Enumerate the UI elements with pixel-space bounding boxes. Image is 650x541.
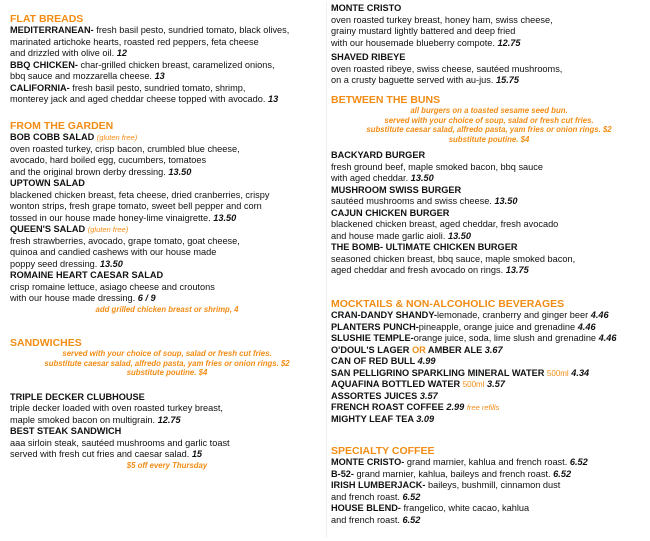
item-name: CAN OF RED BULL [331, 356, 416, 366]
menu-item [10, 132, 324, 178]
item-description: aged cheddar and fresh avocado on rings. [331, 265, 504, 275]
item-price: 13.50 [168, 166, 192, 177]
item-name: ROMAINE HEART CAESAR SALAD [10, 270, 164, 280]
item-description: grand marnier, kahlua and french roast. [404, 457, 568, 467]
beverage-item [331, 345, 647, 357]
size-label: 500ml [462, 380, 485, 389]
item-description: baileys, bushmill, cinnamon dust [425, 480, 561, 490]
item-description: crisp romaine lettuce, asiago cheese and croutons [10, 281, 215, 292]
item-name: PLANTERS PUNCH- [331, 321, 419, 332]
item-name: BEST STEAK SANDWICH [10, 426, 122, 436]
section-heading: FROM THE GARDEN [10, 120, 114, 132]
item-name: B-52- [331, 468, 354, 479]
item-price: 6.52 [402, 491, 421, 502]
item-price: 13 [154, 71, 165, 81]
item-description: triple decker loaded with oven roasted turkey breast, [10, 403, 223, 413]
item-price: 13.50 [494, 196, 518, 206]
section-heading: SANDWICHES [10, 337, 82, 349]
beverage-item [331, 322, 647, 334]
item-name: BBQ CHICKEN- [10, 59, 78, 70]
item-price: 13.50 [213, 212, 237, 223]
menu-item [10, 60, 324, 83]
item-price: 6 / 9 [137, 293, 156, 303]
item-description: fresh strawberries, avocado, grape tomato, goat cheese, [10, 235, 240, 246]
item-description: and the original brown derby dressing. [10, 166, 166, 177]
item-name: IRISH LUMBERJACK- [331, 480, 426, 490]
beverage-item [331, 391, 647, 403]
item-description: oven roasted turkey breast, honey ham, swiss cheese, [331, 14, 553, 25]
item-description: marinated artichoke hearts, roasted red peppers, feta cheese [10, 36, 259, 47]
item-description: monterey jack and aged cheddar cheese topped with avocado. [10, 94, 266, 104]
item-name: THE BOMB- ULTIMATE CHICKEN BURGER [331, 242, 518, 252]
gluten-free-tag: (gluten free) [96, 133, 138, 142]
free-refills-tag: free refills [466, 403, 500, 412]
item-price: 13.50 [410, 173, 434, 183]
flat-breads-section [10, 13, 324, 106]
section-note: substitute caesar salad, alfredo pasta, yam fries or onion rings. $2 [366, 125, 612, 134]
item-name: TRIPLE DECKER CLUBHOUSE [10, 391, 145, 402]
item-price: 3.57 [487, 379, 505, 389]
item-price: 4.46 [577, 321, 596, 332]
section-heading: SPECIALTY COFFEE [331, 445, 435, 457]
item-description: with our house made dressing. [10, 293, 136, 303]
item-description: with aged cheddar. [331, 173, 409, 183]
sandwiches-section [10, 337, 324, 470]
item-price: 12 [116, 48, 127, 58]
item-price: 4.46 [598, 333, 617, 343]
menu-item [331, 208, 647, 243]
item-description: grand marnier, kahlua, baileys and french roast. [353, 468, 551, 479]
item-description: fresh basil pesto, sundried tomato, shrimp, [69, 82, 246, 93]
section-heading: BETWEEN THE BUNS [331, 94, 441, 106]
item-description: on a crusty baguette served with au-jus. [331, 75, 494, 85]
item-description: fresh basil pesto, sundried tomato, black olives, [93, 25, 290, 35]
item-name: CALIFORNIA- [10, 82, 70, 93]
monte-cristo-item [331, 3, 647, 49]
item-description: frangelico, white cacao, kahlua [400, 503, 530, 513]
between-the-buns-section [331, 94, 647, 277]
item-price: 4.34 [571, 367, 590, 378]
mocktails-section [331, 298, 647, 425]
item-description: aaa sirloin steak, sautéed mushrooms and garlic toast [10, 437, 230, 448]
menu-item [10, 83, 324, 106]
coffee-item [331, 503, 647, 515]
menu-item [331, 242, 647, 277]
item-description: bbq sauce and mozzarella cheese. [10, 71, 152, 81]
item-name: QUEEN'S SALAD [10, 224, 86, 234]
item-name: CAJUN CHICKEN BURGER [331, 207, 450, 218]
coffee-item [331, 457, 647, 469]
item-description: blackened chicken breast, feta cheese, dried cranberries, crispy [10, 189, 270, 200]
section-heading: MOCKTAILS & NON-ALCOHOLIC BEVERAGES [331, 298, 565, 310]
menu-item [10, 392, 324, 427]
item-description: oven roasted turkey, crisp bacon, crumbled blue cheese, [10, 143, 240, 154]
item-price: 12.75 [497, 37, 521, 48]
item-price: 13.50 [99, 258, 123, 269]
item-description: pineapple, orange juice and grenadine [418, 321, 576, 332]
beverage-item [331, 368, 647, 380]
item-price: 6.52 [553, 468, 572, 479]
shaved-ribeye-item [331, 52, 647, 87]
item-name: FRENCH ROAST COFFEE [331, 402, 444, 412]
item-description: served with fresh cut fries and caesar salad. [10, 449, 190, 459]
item-name: BACKYARD BURGER [331, 150, 426, 160]
item-description: quinoa and candied cashews with our house made [10, 247, 217, 257]
item-name: MEDITERRANEAN- [10, 25, 94, 35]
beverage-item [331, 414, 647, 426]
item-price: 3.57 [419, 390, 438, 401]
item-name: MONTE CRISTO- [331, 457, 405, 467]
item-price: 13.50 [447, 230, 471, 241]
thursday-special-note: $5 off every Thursday [126, 460, 208, 470]
item-price: 2.99 [446, 402, 465, 412]
item-description: avocado, hard boiled egg, cucumbers, tomatoes [10, 155, 207, 165]
menu-item [10, 178, 324, 224]
beverage-item [331, 333, 647, 345]
column-divider [326, 2, 327, 538]
section-heading: FLAT BREADS [10, 13, 84, 25]
menu-item [331, 150, 647, 185]
item-description: and french roast. [331, 491, 400, 502]
section-note: served with your choice of soup, salad or fresh cut fries. [384, 115, 594, 125]
beverage-item [331, 379, 647, 391]
item-price: 15 [191, 449, 203, 459]
item-price: 6.52 [569, 457, 588, 467]
item-description: grainy mustard lightly battered and deep fried [331, 26, 516, 36]
item-description: wonton strips, fresh grape tomato, sweet bell pepper and corn [10, 201, 262, 211]
item-name: O'DOUL'S LAGER [331, 344, 412, 355]
item-name: MONTE CRISTO [331, 3, 402, 13]
item-description: maple smoked bacon on multigrain. [10, 414, 156, 425]
garden-section [10, 120, 324, 314]
item-name: UPTOWN SALAD [10, 178, 85, 188]
item-price: 4.46 [590, 310, 609, 320]
section-note: substitute poutine. $4 [126, 368, 208, 377]
item-name: SHAVED RIBEYE [331, 52, 406, 62]
section-note: served with your choice of soup, salad or fresh cut fries. [62, 349, 272, 358]
item-description: lemonade, cranberry and ginger beer [437, 310, 589, 320]
item-price: 4.99 [417, 356, 436, 366]
item-description: tossed in our house made honey-lime vinaigrette. [10, 212, 211, 223]
item-description: seasoned chicken breast, bbq sauce, maple smoked bacon, [331, 253, 576, 264]
item-description: fresh ground beef, maple smoked bacon, bbq sauce [331, 161, 543, 172]
gluten-free-tag: (gluten free) [87, 225, 129, 234]
menu-item [10, 224, 324, 270]
item-price: 3.09 [416, 413, 435, 424]
item-price: 12.75 [157, 414, 181, 425]
item-name: SAN PELLIGRINO SPARKLING MINERAL WATER [331, 367, 545, 378]
menu-item [10, 270, 324, 305]
section-note: substitute poutine. $4 [448, 134, 530, 144]
item-description: blackened chicken breast, aged cheddar, fresh avocado [331, 219, 559, 229]
item-name: MUSHROOM SWISS BURGER [331, 184, 462, 195]
beverage-item [331, 402, 647, 414]
item-name: AMBER ALE [425, 344, 483, 355]
beverage-item [331, 356, 647, 368]
item-price: 6.52 [402, 514, 421, 525]
section-note: substitute caesar salad, alfredo pasta, yam fries or onion rings. $2 [44, 358, 290, 368]
item-price: 13.75 [505, 265, 529, 275]
specialty-coffee-section [331, 445, 647, 526]
coffee-item [331, 469, 647, 481]
or-label: OR [411, 344, 426, 355]
coffee-item [331, 480, 647, 492]
menu-item [10, 426, 324, 461]
item-price: 15.75 [495, 75, 519, 85]
item-description: with our housemade blueberry compote. [331, 37, 495, 48]
item-name: HOUSE BLEND- [331, 503, 401, 513]
menu-item [10, 25, 324, 60]
item-description: sautéed mushrooms and swiss cheese. [331, 196, 492, 206]
item-price: 13 [267, 94, 279, 104]
beverage-item [331, 310, 647, 322]
item-name: MIGHTY LEAF TEA [331, 413, 414, 424]
menu-item [331, 185, 647, 208]
item-name: AQUAFINA BOTTLED WATER [331, 379, 461, 389]
size-label: 500ml [546, 368, 569, 378]
item-name: SLUSHIE TEMPLE- [331, 333, 414, 343]
item-name: BOB COBB SALAD [10, 132, 95, 142]
item-name: ASSORTES JUICES [331, 390, 418, 401]
item-price: 3.67 [484, 344, 503, 355]
item-description: poppy seed dressing. [10, 258, 98, 269]
item-description: orange juice, soda, lime slush and grenadine [413, 333, 597, 343]
section-note: all burgers on a toasted sesame seed bun. [410, 106, 568, 115]
item-description: char-grilled chicken breast, caramelized onions, [77, 59, 275, 70]
item-description: and french roast. [331, 514, 400, 525]
item-description: and house made garlic aioli. [331, 230, 446, 241]
item-name: CRAN-DANDY SHANDY- [331, 310, 438, 320]
item-description: and drizzled with olive oil. [10, 48, 115, 58]
add-on-note: add grilled chicken breast or shrimp, 4 [95, 304, 239, 314]
item-description: oven roasted ribeye, swiss cheese, sautéed mushrooms, [331, 63, 563, 74]
